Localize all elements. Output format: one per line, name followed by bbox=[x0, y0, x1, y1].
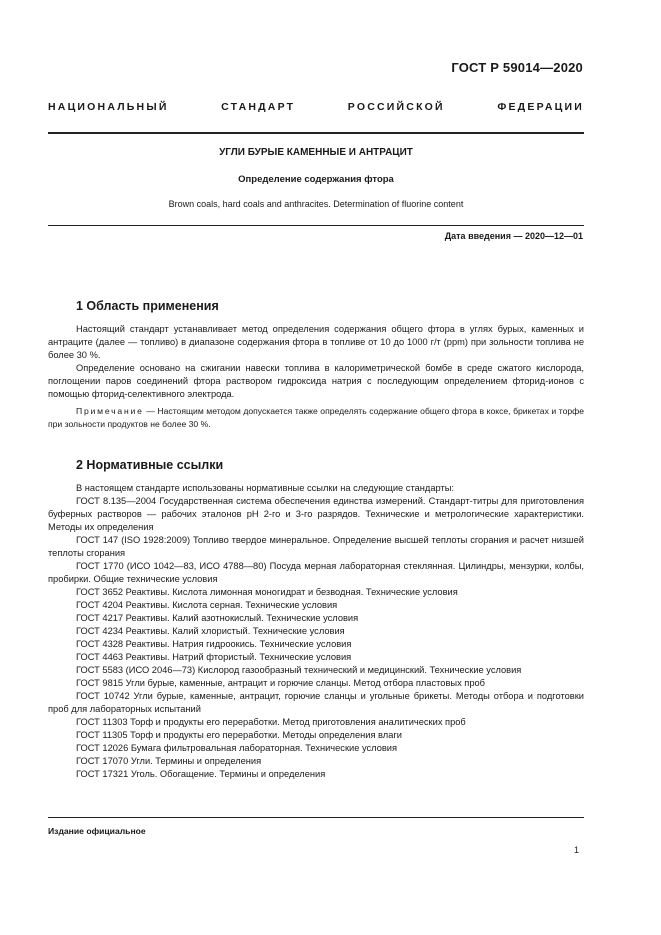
paragraph: Настоящий стандарт устанавливает метод определения содержания общего фтора в углях бурых, каменных и антраците (далее — топливо) в диапазоне содержания фтора в топливе от 10 до 1000 г/т (ppm) при зольности топлива не более 30 %. bbox=[48, 324, 584, 360]
section-1-body bbox=[48, 323, 584, 430]
reference-item: ГОСТ 4217 Реактивы. Калий азотнокислый. Технические условия bbox=[76, 613, 359, 623]
footer-divider bbox=[48, 817, 584, 818]
reference-item: ГОСТ 17321 Уголь. Обогащение. Термины и определения bbox=[76, 769, 326, 779]
references-intro: В настоящем стандарте использованы нормативные ссылки на следующие стандарты: bbox=[76, 483, 455, 493]
official-edition-label: Издание официальное bbox=[48, 826, 146, 836]
document-title: УГЛИ БУРЫЕ КАМЕННЫЕ И АНТРАЦИТ bbox=[219, 147, 413, 158]
introduction-date: Дата введения — 2020—12—01 bbox=[444, 231, 583, 241]
title-divider bbox=[48, 225, 584, 226]
normative-references-list bbox=[48, 482, 584, 781]
reference-item: ГОСТ 1770 (ИСО 1042—83, ИСО 4788—80) Посуда мерная лабораторная стеклянная. Цилиндры, мензурки, колбы, пробирки. Общие технические условия bbox=[48, 561, 584, 584]
paragraph: Определение основано на сжигании навески топлива в калориметрической бомбе в среде сжатого кислорода, поглощении паров соединений фтора раствором гидроксида натрия с последующим определением фторид-ионов с помощью фторид-селективного электрода. bbox=[48, 363, 584, 399]
reference-item: ГОСТ 4328 Реактивы. Натрия гидроокись. Технические условия bbox=[76, 639, 352, 649]
section-2-heading: 2 Нормативные ссылки bbox=[76, 458, 224, 472]
national-standard-heading: НАЦИОНАЛЬНЫЙ СТАНДАРТ РОССИЙСКОЙ ФЕДЕРАЦИИ bbox=[48, 101, 584, 113]
note bbox=[48, 405, 584, 430]
reference-item: ГОСТ 17070 Угли. Термины и определения bbox=[76, 756, 262, 766]
reference-item: ГОСТ 11305 Торф и продукты его переработки. Методы определения влаги bbox=[76, 730, 402, 740]
reference-item: ГОСТ 4204 Реактивы. Кислота серная. Технические условия bbox=[76, 600, 338, 610]
header-divider bbox=[48, 132, 584, 134]
reference-item: ГОСТ 4234 Реактивы. Калий хлористый. Технические условия bbox=[76, 626, 345, 636]
standard-number: ГОСТ Р 59014—2020 bbox=[451, 60, 583, 75]
reference-item: ГОСТ 10742 Угли бурые, каменные, антрацит, горючие сланцы и угольные брикеты. Методы отбора и подготовки проб для лабораторных испытаний bbox=[48, 691, 584, 714]
page-number: 1 bbox=[573, 845, 579, 855]
reference-item: ГОСТ 12026 Бумага фильтровальная лабораторная. Технические условия bbox=[76, 743, 398, 753]
reference-item: ГОСТ 8.135—2004 Государственная система обеспечения единства измерений. Стандарт-титры для приготовления буферных растворов — рабочих эталонов pH 2-го и 3-го разрядов. Технические и метрологические характеристики. Методы их определения bbox=[48, 496, 584, 532]
reference-item: ГОСТ 3652 Реактивы. Кислота лимонная моногидрат и безводная. Технические условия bbox=[76, 587, 458, 597]
reference-item: ГОСТ 147 (ISO 1928:2009) Топливо твердое минеральное. Определение высшей теплоты сгорания и расчет низшей теплоты сгорания bbox=[48, 535, 584, 558]
reference-item: ГОСТ 9815 Угли бурые, каменные, антрацит и горючие сланцы. Метод отбора пластовых проб bbox=[76, 678, 486, 688]
document-subtitle: Определение содержания фтора bbox=[238, 174, 394, 185]
document-title-english: Brown coals, hard coals and anthracites. Determination of fluorine content bbox=[168, 199, 464, 209]
section-1-heading: 1 Область применения bbox=[76, 299, 219, 313]
reference-item: ГОСТ 5583 (ИСО 2046—73) Кислород газообразный технический и медицинский. Технические условия bbox=[76, 665, 522, 675]
reference-item: ГОСТ 4463 Реактивы. Натрий фтористый. Технические условия bbox=[76, 652, 352, 662]
note-text: — Настоящим методом допускается также определять содержание общего фтора в коксе, брикетах и торфе при зольности продуктов не более 30 %. bbox=[48, 406, 584, 429]
note-label: Примечание bbox=[76, 406, 144, 416]
reference-item: ГОСТ 11303 Торф и продукты его переработки. Метод приготовления аналитических проб bbox=[76, 717, 466, 727]
